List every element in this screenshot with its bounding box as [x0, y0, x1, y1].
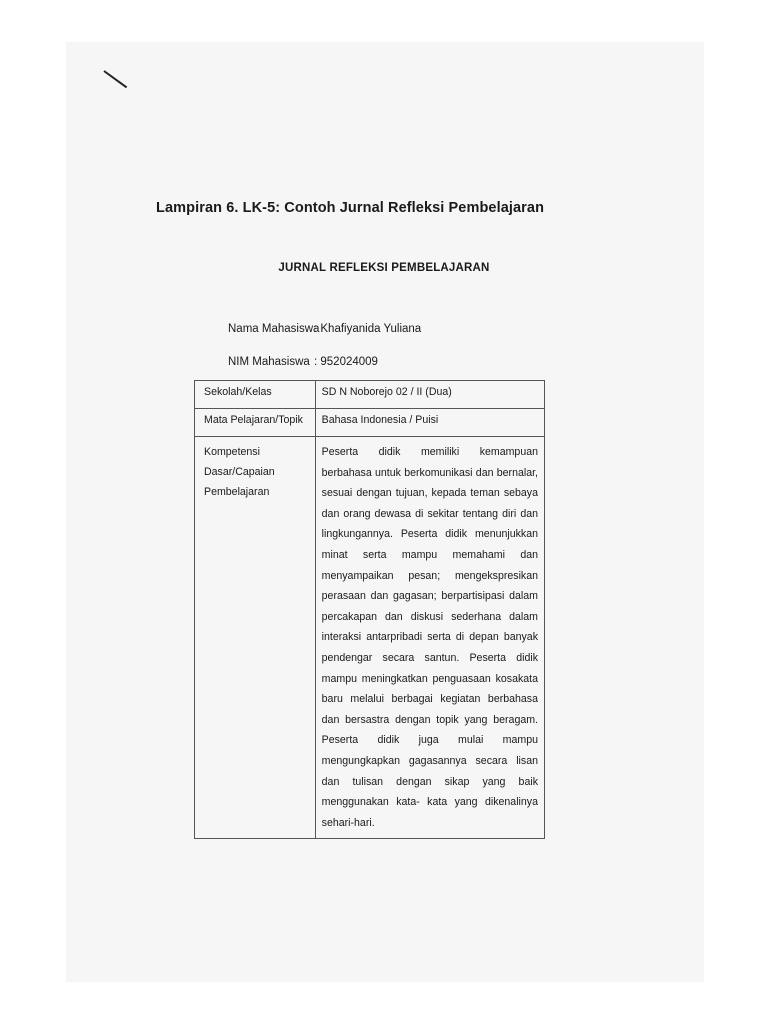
student-name-label: Nama Mahasiswa: [228, 323, 320, 335]
student-nim-label: NIM Mahasiswa: [228, 356, 310, 368]
kompetensi-label-line: Dasar/Capaian: [204, 466, 275, 478]
subject-topic-value: Bahasa Indonesia / Puisi: [315, 409, 544, 437]
journal-title: JURNAL REFLEKSI PEMBELAJARAN: [278, 262, 490, 274]
kompetensi-label-line: Pembelajaran: [204, 486, 270, 498]
subject-topic-label: Mata Pelajaran/Topik: [195, 409, 316, 437]
lampiran-heading: Lampiran 6. LK-5: Contoh Jurnal Refleksi Pembelajaran: [156, 200, 545, 216]
table-row-school: [195, 381, 545, 409]
table-row-subject: [195, 409, 545, 437]
student-nim-value: : 952024009: [314, 356, 378, 368]
student-name-value: : Khafiyanida Yuliana: [314, 323, 422, 335]
table-row-kompetensi: [195, 437, 545, 839]
school-class-label: Sekolah/Kelas: [195, 381, 316, 409]
kompetensi-label-line: Kompetensi: [204, 446, 260, 458]
school-class-value: SD N Noborejo 02 / II (Dua): [315, 381, 544, 409]
kompetensi-description: Peserta didik memiliki kemampuan berbahasa untuk berkomunikasi dan bernalar, sesuai dengan tujuan, kepada teman sebaya dan orang dewasa di sekitar tentang diri dan lingkungannya. Peserta didik menunjukkan minat serta mampu memahami dan menyampaikan pesan; mengekspresikan perasaan dan gagasan; berpartisipasi dalam percakapan dan diskusi sederhana dalam interaksi antarpribadi serta di depan banyak pendengar secara santun. Peserta didik mampu meningkatkan penguasaan kosakata baru melalui berbagai kegiatan berbahasa dan bersastra dengan topik yang beragam. Peserta didik juga mulai mampu mengungkapkan gagasannya secara lisan dan tulisan dengan sikap yang baik menggunakan kata- kata yang dikenalinya sehari-hari.: [315, 437, 544, 839]
kompetensi-label: [195, 437, 316, 839]
reflection-table: [194, 380, 545, 839]
